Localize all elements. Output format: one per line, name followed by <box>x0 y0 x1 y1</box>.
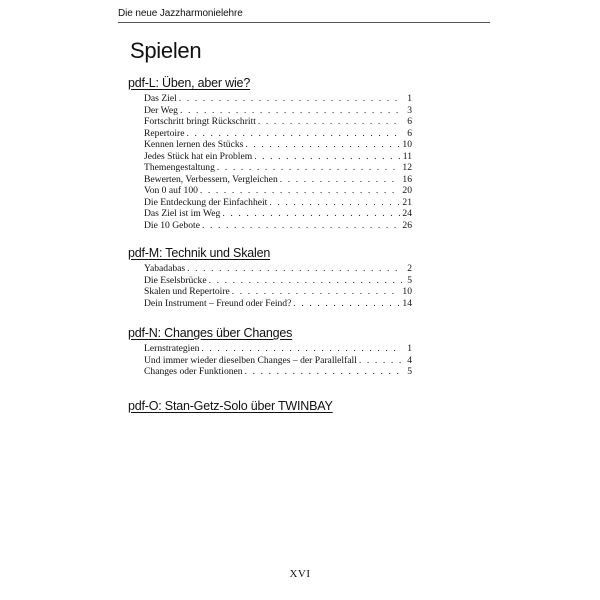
toc-entry[interactable] <box>144 151 412 163</box>
toc-entry[interactable] <box>144 275 412 287</box>
toc-entry-page: 21 <box>402 196 412 208</box>
dot-leader <box>258 116 402 128</box>
toc-entry[interactable] <box>144 197 412 209</box>
dot-leader <box>200 185 400 197</box>
toc-entry-page: 26 <box>402 219 412 231</box>
toc-entry-title: Die Eselsbrücke <box>144 274 207 286</box>
dot-leader <box>217 162 401 174</box>
toc-entry-title: Changes oder Funktionen <box>144 366 243 377</box>
toc-entry-title: Bewerten, Verbessern, Vergleichen <box>144 173 278 185</box>
dot-leader <box>293 298 400 310</box>
toc-entry-title: Fortschritt bringt Rückschritt <box>144 116 256 127</box>
toc-entry-title: Lernstrategien <box>144 343 200 354</box>
toc-entry-page: 10 <box>402 139 412 150</box>
toc-entry[interactable] <box>144 174 412 186</box>
dot-leader <box>254 151 401 163</box>
toc-entry-title: Jedes Stück hat ein Problem <box>144 150 253 162</box>
toc-entry-page: 16 <box>402 173 412 185</box>
section-heading[interactable]: pdf-M: Technik und Skalen <box>128 246 271 260</box>
toc-entry[interactable] <box>144 343 412 355</box>
toc-entry-title: Die 10 Gebote <box>144 219 200 231</box>
toc-entry[interactable] <box>144 208 412 220</box>
toc-entry[interactable] <box>144 162 412 174</box>
toc-entry-title: Repertoire <box>144 127 185 139</box>
toc-section <box>128 399 418 416</box>
dot-leader <box>180 105 402 117</box>
dot-leader <box>222 208 400 220</box>
section-heading[interactable]: pdf-L: Üben, aber wie? <box>128 76 251 90</box>
toc-entry-title: Das Ziel <box>144 93 177 104</box>
toc-entry-page: 1 <box>407 93 412 104</box>
toc-entry-title: Und immer wieder dieselben Changes – der Parallelfall <box>144 354 357 366</box>
toc-entry-page: 6 <box>407 127 412 139</box>
toc-entry[interactable] <box>144 263 412 275</box>
toc-entry-title: Yabadabas <box>144 263 186 274</box>
toc-entry-page: 3 <box>407 104 412 116</box>
toc-entry-page: 11 <box>402 150 412 162</box>
toc-entry-page: 4 <box>407 354 412 366</box>
toc-entry-page: 24 <box>402 208 412 219</box>
dot-leader <box>359 355 402 367</box>
toc-entry[interactable] <box>144 366 412 378</box>
toc-entry-title: Kennen lernen des Stücks <box>144 139 244 150</box>
dot-leader <box>232 286 401 298</box>
toc-entry-page: 14 <box>402 297 412 309</box>
toc-entry-title: Themengestaltung <box>144 162 215 173</box>
toc-entry-page: 20 <box>402 185 412 196</box>
dot-leader <box>269 197 400 209</box>
toc-entry-page: 5 <box>407 274 412 286</box>
toc-entry-page: 1 <box>407 343 412 354</box>
dot-leader <box>280 174 401 186</box>
toc-entry-page: 2 <box>407 263 412 274</box>
page-number: XVI <box>289 568 311 580</box>
toc-entry-title: Dein Instrument – Freund oder Feind? <box>144 297 292 309</box>
toc-entry-page: 5 <box>407 366 412 377</box>
dot-leader <box>201 343 402 355</box>
running-head: Die neue Jazzharmonielehre <box>118 8 490 23</box>
toc-entry-page: 10 <box>402 286 412 297</box>
dot-leader <box>245 366 402 378</box>
dot-leader <box>187 263 402 275</box>
dot-leader <box>209 275 402 287</box>
toc-entry-page: 6 <box>407 116 412 127</box>
dot-leader <box>245 139 400 151</box>
dot-leader <box>202 220 400 232</box>
toc-section <box>128 246 418 309</box>
toc-entry[interactable] <box>144 128 412 140</box>
toc-entry-list <box>144 343 412 378</box>
dot-leader <box>179 93 402 105</box>
toc-entry[interactable] <box>144 116 412 128</box>
toc-entry-title: Das Ziel ist im Weg <box>144 208 221 219</box>
toc-entry[interactable] <box>144 355 412 367</box>
toc-entry-title: Skalen und Repertoire <box>144 286 230 297</box>
section-heading[interactable]: pdf-O: Stan-Getz-Solo über TWINBAY <box>128 399 333 413</box>
section-heading[interactable]: pdf-N: Changes über Changes <box>128 326 293 340</box>
toc-entry-page: 12 <box>402 162 412 173</box>
toc-entry[interactable] <box>144 298 412 310</box>
page-title: Spielen <box>130 38 202 63</box>
toc-entry[interactable] <box>144 185 412 197</box>
toc-entry[interactable] <box>144 139 412 151</box>
toc-entry[interactable] <box>144 286 412 298</box>
toc-section <box>128 326 418 378</box>
toc-entry-list <box>144 263 412 309</box>
toc-entry-title: Die Entdeckung der Einfachheit <box>144 196 268 208</box>
toc-entry[interactable] <box>144 220 412 232</box>
toc-entry[interactable] <box>144 105 412 117</box>
toc-entry[interactable] <box>144 93 412 105</box>
toc-entry-title: Der Weg <box>144 104 178 116</box>
toc-section <box>128 76 418 231</box>
dot-leader <box>187 128 403 140</box>
toc-entry-title: Von 0 auf 100 <box>144 185 198 196</box>
toc-entry-list <box>144 93 412 231</box>
